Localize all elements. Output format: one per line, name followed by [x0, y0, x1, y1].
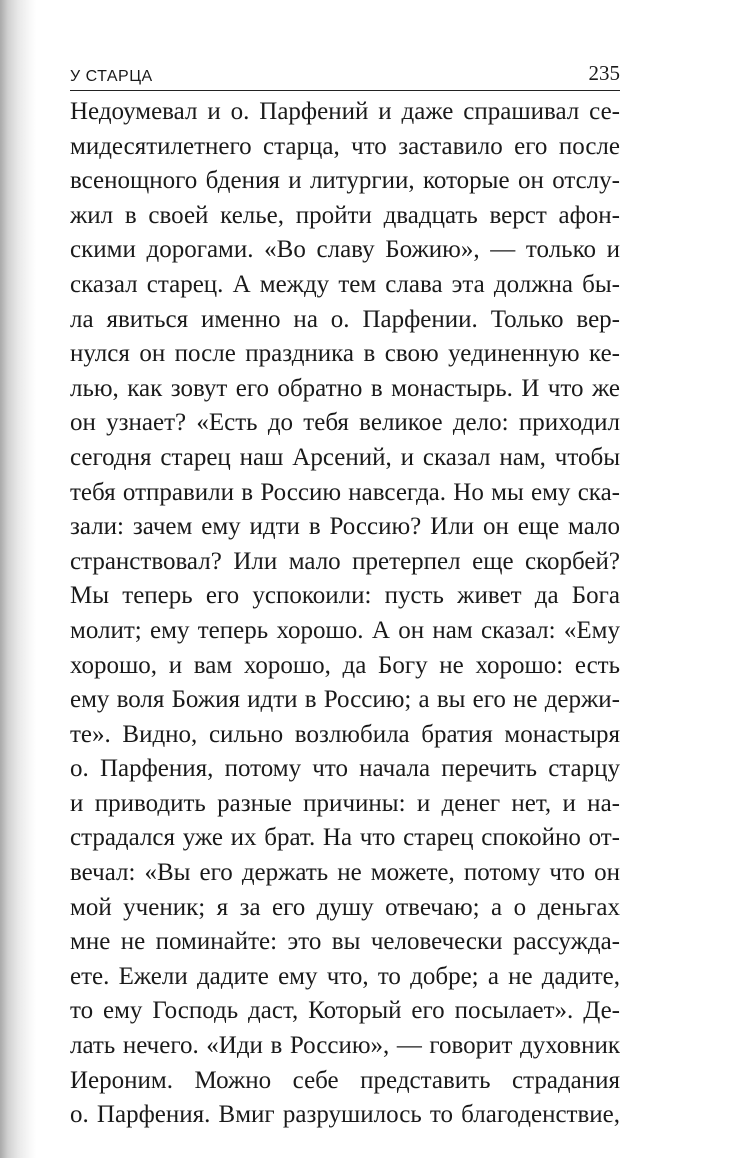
- text-line: он узнает? «Есть до тебя великое дело: приходил: [70, 409, 620, 437]
- text-line: тебя отправили в Россию навсегда. Но мы ему ска-: [70, 478, 620, 506]
- text-line: хорошо, и вам хорошо, да Богу не хорошо: есть: [70, 651, 620, 679]
- text-line: страдался уже их брат. На что старец спокойно от-: [70, 824, 620, 852]
- text-line: мне не поминайте: это вы человечески рассужда-: [70, 928, 620, 956]
- text-line: Иероним. Можно себе представить страдания: [70, 1066, 620, 1094]
- scan-shadow-edge: [0, 0, 36, 1158]
- text-line: мидесятилетнего старца, что заставило его после: [70, 132, 620, 160]
- text-line: ла явиться именно на о. Парфении. Только вер-: [70, 305, 620, 333]
- text-line: зали: зачем ему идти в Россию? Или он еще мало: [70, 513, 620, 541]
- text-line: и приводить разные причины: и денег нет, и на-: [70, 789, 620, 817]
- text-line: лать нечего. «Иди в Россию», — говорит духовник: [70, 1032, 620, 1060]
- text-line: странствовал? Или мало претерпел еще скорбей?: [70, 547, 620, 575]
- text-line: то ему Господь даст, Который его посылает». Де-: [70, 997, 620, 1025]
- text-line: жил в своей келье, пройти двадцать верст афон-: [70, 201, 620, 229]
- text-line: Мы теперь его успокоили: пусть живет да Бога: [70, 582, 620, 610]
- text-line: молит; ему теперь хорошо. А он нам сказал: «Ему: [70, 616, 620, 644]
- text-line: вечал: «Вы его держать не можете, потому что он: [70, 859, 620, 887]
- text-line: те». Видно, сильно возлюбила братия монастыря: [70, 720, 620, 748]
- text-line: мой ученик; я за его душу отвечаю; а о деньгах: [70, 893, 620, 921]
- text-line: Недоумевал и о. Парфений и даже спрашивал се-: [70, 98, 620, 125]
- page-number: 235: [588, 61, 620, 85]
- text-line: лью, как зовут его обратно в монастырь. И что же: [70, 374, 620, 402]
- text-line: сказал старец. А между тем слава эта должна бы-: [70, 270, 620, 298]
- text-line: скими дорогами. «Во славу Божию», — только и: [70, 236, 620, 264]
- running-header: [70, 62, 620, 91]
- text-line: ете. Ежели дадите ему что, то добре; а не дадите,: [70, 962, 620, 990]
- text-line: о. Парфения, потому что начала перечить старцу: [70, 755, 620, 783]
- text-line: сегодня старец наш Арсений, и сказал нам, чтобы: [70, 443, 620, 471]
- book-page: [70, 62, 620, 1133]
- running-title: У СТАРЦА: [70, 68, 153, 85]
- text-line: ему воля Божия идти в Россию; а вы его не держи-: [70, 686, 620, 714]
- text-line: нулся он после праздника в свою уединенную ке-: [70, 340, 620, 368]
- text-line: всенощного бдения и литургии, которые он отслу-: [70, 167, 620, 195]
- body-text: [70, 95, 620, 1133]
- text-line: о. Парфения. Вмиг разрушилось то благоденствие,: [70, 1101, 620, 1129]
